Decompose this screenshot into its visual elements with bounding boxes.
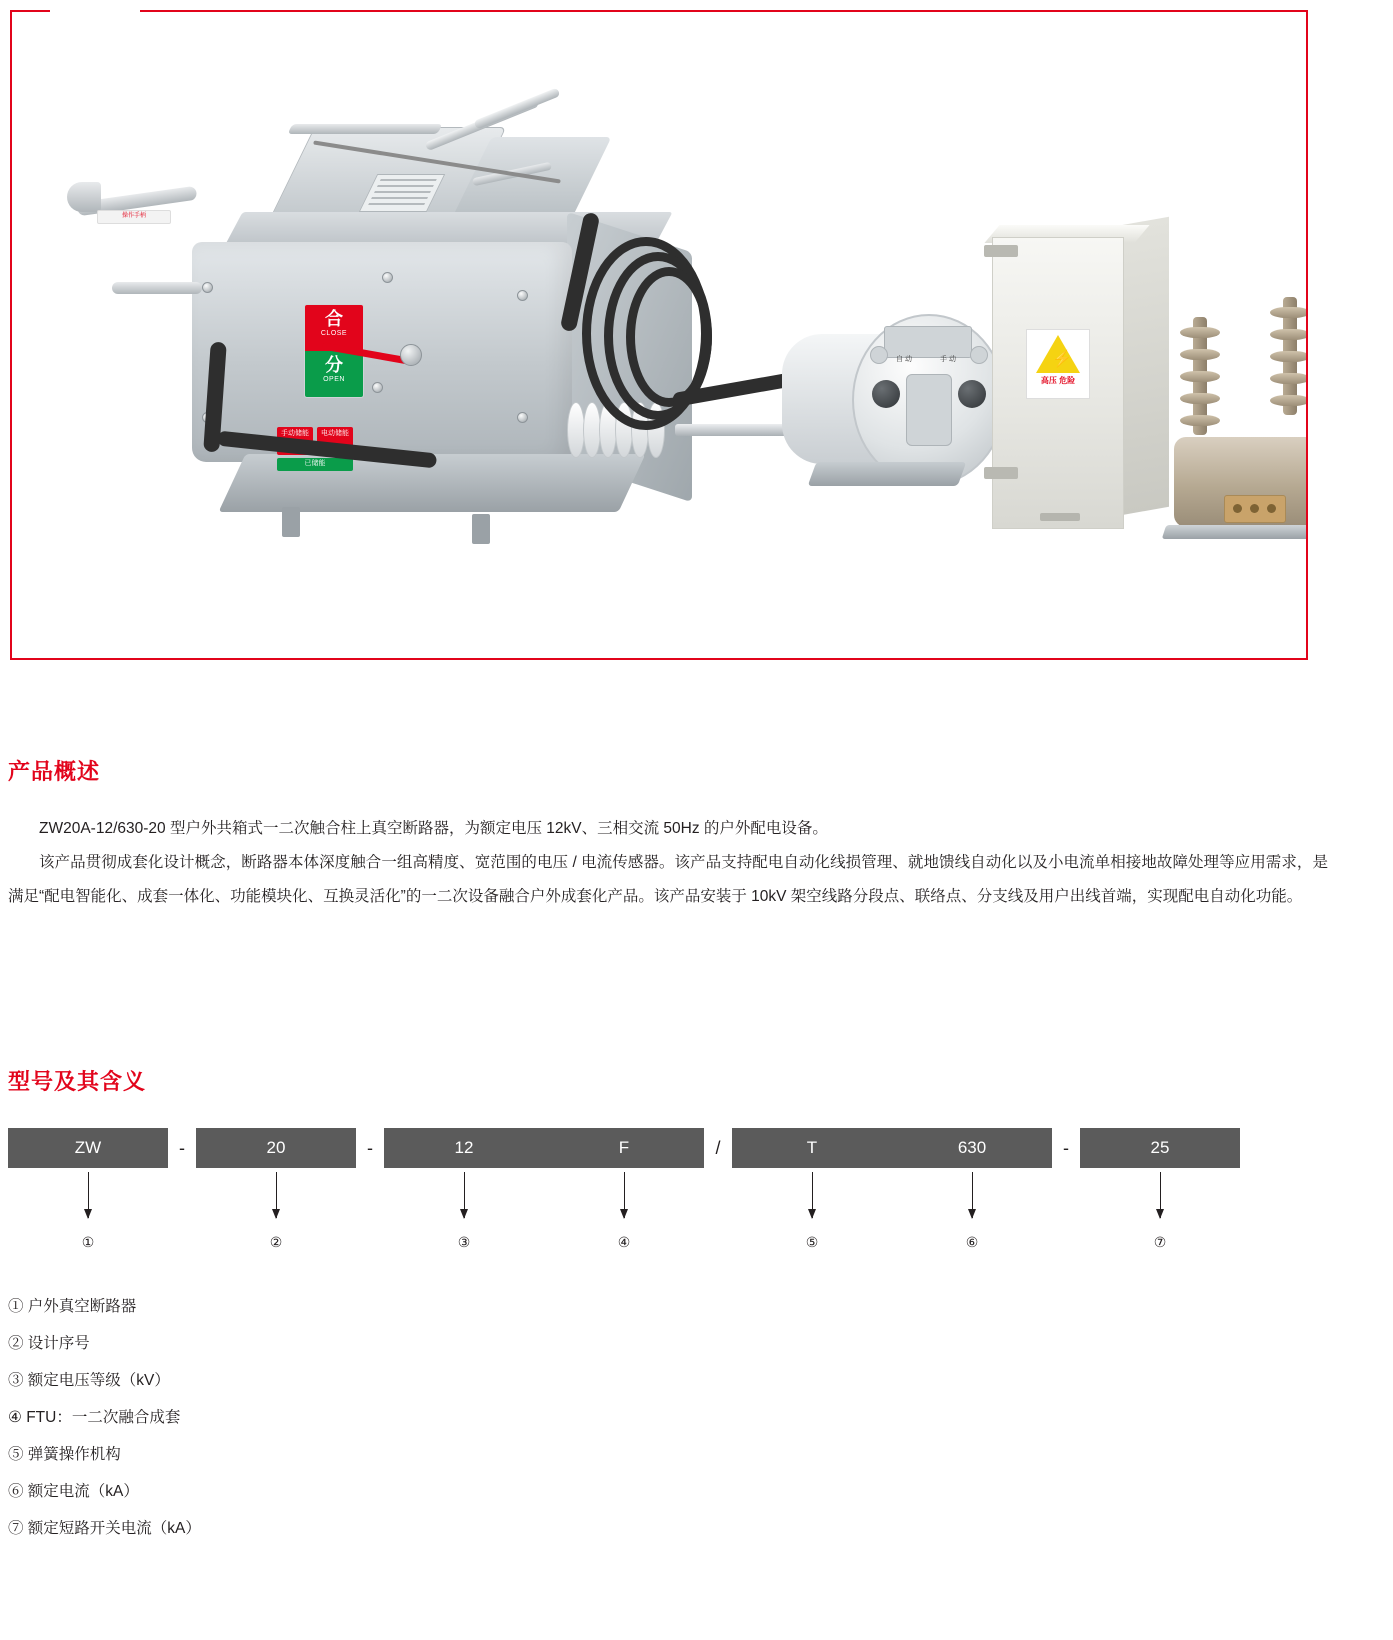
- ftu-indicator-lamp: [870, 346, 888, 364]
- code-cell-1: ZW: [8, 1128, 168, 1168]
- indicator-close-cn: 合: [325, 309, 343, 329]
- legend-item-1: ① 户外真空断路器: [8, 1298, 137, 1315]
- marker-2: ②: [269, 1234, 283, 1250]
- arrow-down-icon: [1160, 1172, 1161, 1218]
- high-voltage-warning-sign: [1026, 329, 1090, 399]
- cabinet-vent: [1040, 513, 1080, 521]
- mounting-foot-right: [472, 514, 490, 544]
- cabinet-hinge-top: [984, 245, 1018, 257]
- pt-bushing-right: [1270, 297, 1306, 415]
- model-arrow-row: [8, 1168, 1328, 1234]
- marker-7: ⑦: [1153, 1234, 1167, 1250]
- arrow-down-icon: [972, 1172, 973, 1218]
- legend-item-4: ④ FTU：一二次融合成套: [8, 1409, 181, 1426]
- bolt-icon: [382, 272, 393, 283]
- arrow-slot-3: [384, 1168, 544, 1234]
- code-cell-7: 25: [1080, 1128, 1240, 1168]
- arrow-slot-4: [544, 1168, 704, 1234]
- bolt-icon: [517, 412, 528, 423]
- control-cabinet: [992, 217, 1172, 537]
- warning-text: 高压 危险: [1040, 376, 1076, 385]
- terminal-clamp: [67, 182, 101, 212]
- ftu-sensor-unit: [782, 312, 1002, 512]
- bolt-icon: [372, 382, 383, 393]
- arrow-gap-1: [168, 1168, 196, 1234]
- indicator-open-cn: 分: [325, 355, 343, 375]
- model-marker-row: [8, 1234, 1328, 1251]
- ftu-auto-label: 自 动: [896, 356, 912, 363]
- mounting-foot-left: [282, 507, 300, 537]
- ftu-connector: [970, 346, 988, 364]
- overview-body: [8, 812, 1328, 914]
- code-sep-2: -: [367, 1137, 373, 1158]
- legend-item-2: ② 设计序号: [8, 1335, 90, 1352]
- ftu-front-face: [852, 314, 1006, 486]
- lower-terminal-lug: [112, 282, 202, 294]
- legend-item-3: ③ 额定电压等级（kV）: [8, 1372, 170, 1389]
- arrow-gap-2: [356, 1168, 384, 1234]
- cabinet-hinge-bottom: [984, 467, 1018, 479]
- marker-gap-1: [168, 1234, 196, 1251]
- marker-4: ④: [617, 1234, 631, 1250]
- code-cell-6: 630: [892, 1128, 1052, 1168]
- overview-paragraph-2: 该产品贯彻成套化设计概念，断路器本体深度触合一组高精度、宽范围的电压 / 电流传感器。该产品支持配电自动化线损管理、就地馈线自动化以及小电流单相接地故障处理等应用需求，是满足“配电智能化、成套一体化、功能模块化、互换灵活化”的一二次设备融合户外成套化产品。该产品安装于 10kV 架空线路分段点、联络点、分支线及用户出线首端，实现配电自动化功能。: [8, 854, 1328, 905]
- ftu-dial-left: [872, 380, 900, 408]
- model-code-row: [8, 1128, 1328, 1168]
- marker-gap-3: [704, 1234, 732, 1251]
- arrow-down-icon: [812, 1172, 813, 1218]
- legend-item-6: ⑥ 额定电流（kA）: [8, 1483, 139, 1500]
- code-cell-3: 12: [384, 1128, 544, 1168]
- ftu-dial-right: [958, 380, 986, 408]
- arrow-slot-6: [892, 1168, 1052, 1234]
- marker-1: ①: [81, 1234, 95, 1250]
- arrow-down-icon: [88, 1172, 89, 1218]
- overview-section-title: 产品概述: [8, 759, 101, 784]
- electric-energy-label: 电动储能: [317, 427, 353, 455]
- pt-terminal-block: [1224, 495, 1286, 523]
- handle-tag-label: 操作手柄: [97, 210, 171, 224]
- arrow-slot-1: [8, 1168, 168, 1234]
- arrow-gap-4: [1052, 1168, 1080, 1234]
- product-image-frame: [10, 10, 1308, 660]
- arrow-down-icon: [624, 1172, 625, 1218]
- linkage-rod-2: [474, 87, 561, 129]
- legend-item-5: ⑤ 弹簧操作机构: [8, 1446, 121, 1463]
- code-sep-3: /: [715, 1137, 721, 1158]
- marker-5: ⑤: [805, 1234, 819, 1250]
- voltage-transformer: [1162, 277, 1306, 557]
- code-cell-2: 20: [196, 1128, 356, 1168]
- indicator-open-en: OPEN: [323, 376, 345, 383]
- arrow-slot-2: [196, 1168, 356, 1234]
- code-sep-4: -: [1063, 1137, 1069, 1158]
- control-cable-loop-3: [626, 267, 712, 407]
- manual-energy-label: 手动储能: [277, 427, 313, 455]
- bolt-icon: [517, 290, 528, 301]
- arrow-gap-3: [704, 1168, 732, 1234]
- model-section-title: 型号及其含义: [8, 1069, 147, 1094]
- marker-3: ③: [457, 1234, 471, 1250]
- operating-knob: [400, 344, 422, 366]
- energy-stored-label: 已储能: [277, 458, 353, 471]
- product-illustration: [12, 12, 1306, 658]
- pt-mounting-base: [1162, 525, 1306, 539]
- overview-paragraph-1: ZW20A-12/630-20 型户外共箱式一二次触合柱上真空断路器，为额定电压 12kV、三相交流 50Hz 的户外配电设备。: [39, 820, 828, 837]
- indicator-open-cell: [305, 351, 363, 397]
- ftu-manual-label: 手 动: [940, 356, 956, 363]
- ftu-center-plate: [906, 374, 952, 446]
- code-cell-4: F: [544, 1128, 704, 1168]
- marker-gap-2: [356, 1234, 384, 1251]
- legend-item-7: ⑦ 额定短路开关电流（kA）: [8, 1520, 201, 1537]
- code-sep-1: -: [179, 1137, 185, 1158]
- arrow-down-icon: [464, 1172, 465, 1218]
- arrow-slot-7: [1080, 1168, 1240, 1234]
- code-cell-5: T: [732, 1128, 892, 1168]
- bolt-icon: [202, 282, 213, 293]
- arrow-slot-5: [732, 1168, 892, 1234]
- mechanism-arm: [288, 124, 443, 134]
- marker-6: ⑥: [965, 1234, 979, 1250]
- model-code-diagram: [8, 1128, 1328, 1251]
- marker-gap-4: [1052, 1234, 1080, 1251]
- arrow-down-icon: [276, 1172, 277, 1218]
- pt-bushing-left: [1180, 317, 1220, 435]
- lightning-bolt-icon: [1036, 335, 1080, 373]
- model-legend-list: [8, 1288, 708, 1547]
- ftu-mounting-bracket: [808, 462, 967, 486]
- indicator-close-en: CLOSE: [320, 330, 348, 337]
